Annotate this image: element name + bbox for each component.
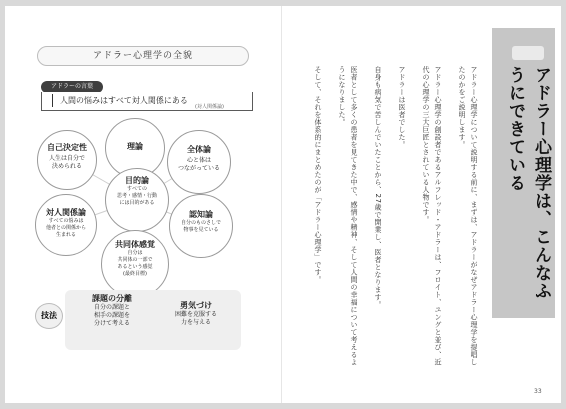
paragraph: そして、それを体系的にまとめたのが「アドラー心理学」です。	[314, 66, 322, 284]
theory-desc: 心と体は つながっている	[177, 157, 220, 172]
essence-label: アドラーの言葉	[41, 81, 103, 93]
theory-title: 自己決定性	[47, 143, 87, 152]
chapter-title: アドラー心理学は、こんなふうにできている	[505, 66, 551, 300]
technique-badge: 技法	[35, 303, 63, 329]
diagram-title: アドラー心理学の全貌	[37, 46, 249, 66]
theory-interpersonal	[35, 194, 97, 256]
theory-self-determination	[37, 130, 97, 190]
page-number: 33	[534, 388, 542, 395]
theory-desc: 自分は 共同体の一部で あるという感覚 (最終目標)	[117, 250, 153, 277]
theory-desc: 自分のものさしで 物事を見ている	[180, 220, 221, 233]
technique-desc: 自分の課題と 相手の課題を 分けて考える	[93, 304, 130, 327]
theory-title: 共同体感覚	[115, 240, 155, 249]
theory-desc: すべての悩みは 他者との関係から 生まれる	[45, 218, 86, 238]
quote-bracket	[52, 94, 56, 107]
theory-title: 目的論	[125, 176, 149, 185]
technique-title: 勇気づけ	[180, 301, 212, 310]
right-page	[282, 6, 561, 403]
technique-separation-of-tasks	[73, 293, 151, 328]
technique-encouragement	[159, 300, 233, 327]
chapter-tab	[512, 46, 544, 60]
theory-desc: 人生は自分で 決められる	[48, 155, 85, 170]
theory-title: 認知論	[189, 210, 213, 219]
theory-title: 全体論	[187, 145, 211, 154]
essence-quote: 人間の悩みはすべて対人関係にある	[60, 96, 188, 105]
technique-desc: 困難を克服する 力を与える	[174, 311, 217, 326]
theory-teleology	[105, 168, 169, 232]
paragraph: 医者として多くの患者を見てきた中で、感情や精神、そして人間の幸福について考えるようになりました。	[338, 66, 358, 366]
theory-holism	[167, 130, 231, 194]
theory-cognition	[169, 194, 233, 258]
technique-panel	[65, 290, 241, 350]
theory-desc: すべての 思考・感情・行動 には目的がある	[116, 186, 157, 206]
body-text	[300, 66, 480, 366]
theory-title: 対人関係論	[46, 208, 86, 217]
essence-note: (対人関係論)	[195, 104, 224, 110]
theory-community-feeling	[101, 230, 169, 298]
theory-title: 理論	[127, 142, 143, 151]
technique-title: 課題の分離	[92, 294, 132, 303]
paragraph: アドラー心理学の創設者であるアルフレッド・アドラーは、フロイト、ユングと並び、近代の心理学の三大巨匠とされている人物です。	[422, 66, 442, 366]
paragraph: アドラー心理学について説明する前に、まずは、アドラーがなぜアドラー心理学を提唱したのかをご説明します。	[458, 66, 478, 366]
left-page	[5, 6, 282, 403]
paragraph: アドラーは医者でした。	[398, 66, 406, 149]
paragraph: 自身も病気で苦しんでいたことから、27歳で開業し、医者となります。	[374, 66, 382, 309]
